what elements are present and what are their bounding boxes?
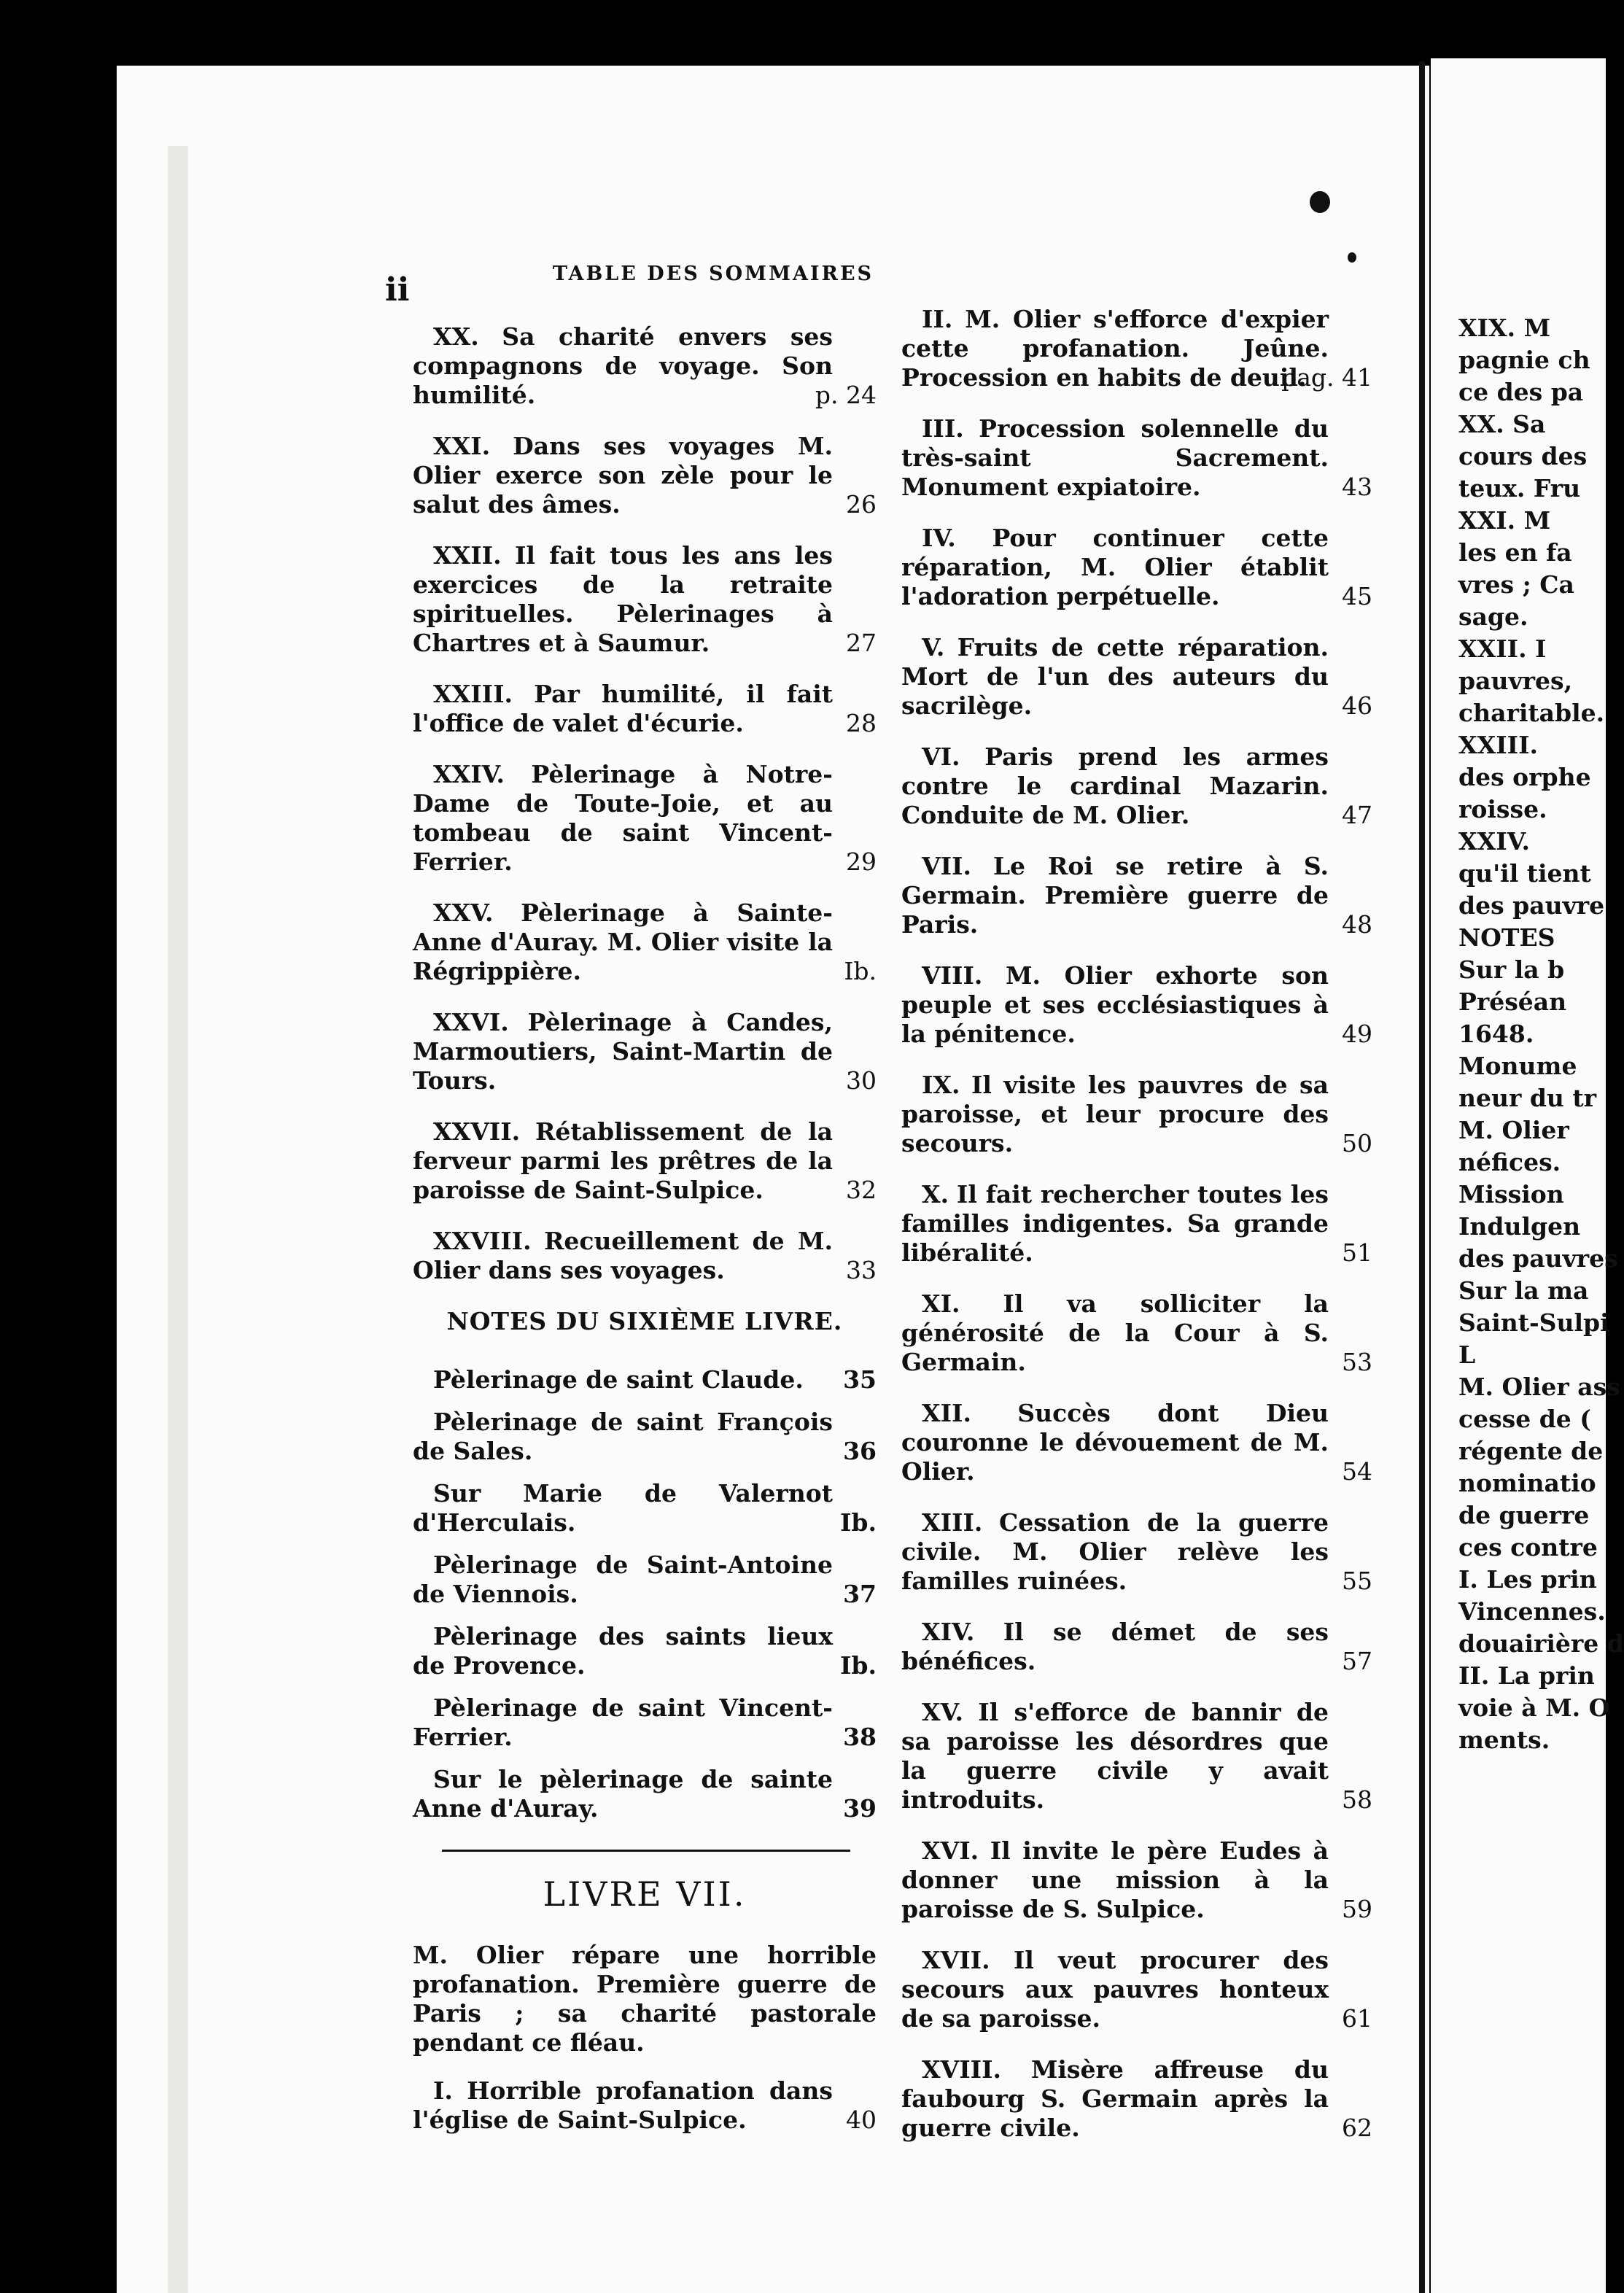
note-page: 35: [843, 1365, 877, 1394]
fragment-line: de guerre: [1458, 1501, 1590, 1529]
entry-number: X.: [922, 1180, 949, 1208]
ink-spot-small: [1348, 252, 1356, 263]
fragment-line: XXII. I: [1458, 635, 1547, 663]
toc-entry: [901, 524, 1372, 611]
entry-number: XVI.: [922, 1836, 979, 1865]
entry-number: XVIII.: [922, 2055, 1002, 2084]
entry-text: Pèlerinage à Sainte-Anne d'Auray. M. Olier visite la Régrippière.: [413, 899, 833, 985]
fragment-line: des pauvre: [1458, 891, 1605, 920]
fragment-line: sage.: [1458, 602, 1528, 631]
entry-number: XX.: [433, 322, 479, 351]
entry-number: XIV.: [922, 1618, 975, 1646]
entry-page: pag. 41: [1281, 363, 1372, 392]
notes-list: [413, 1365, 877, 1823]
toc-entry: [901, 1180, 1372, 1268]
fragment-line: teux. Fru: [1458, 474, 1581, 503]
entry-text: Il fait tous les ans les exercices de la retraite spirituelles. Pèlerinages à Chartres et à Saumur.: [413, 541, 833, 657]
fragment-line: XXIV.: [1458, 827, 1530, 855]
note-text: Pèlerinage de saint Claude.: [433, 1365, 804, 1394]
fragment-line: XX. Sa: [1458, 410, 1546, 438]
entry-number: I.: [433, 2076, 453, 2105]
entry-page: 57: [1342, 1647, 1372, 1675]
fragment-line: I. Les prin: [1458, 1565, 1597, 1594]
note-page: Ib.: [840, 1508, 877, 1537]
fragment-line: Saint-Sulpi: [1458, 1308, 1609, 1337]
entry-page: 49: [1342, 1020, 1372, 1048]
entry-page: 59: [1342, 1895, 1372, 1923]
entry-text: Il se démet de ses bénéfices.: [901, 1618, 1329, 1675]
entry-text: Succès dont Dieu couronne le dévouement de M. Olier.: [901, 1399, 1329, 1486]
entry-number: XXIV.: [433, 760, 505, 788]
entry-text: Paris prend les armes contre le cardinal Mazarin. Conduite de M. Olier.: [901, 742, 1329, 829]
entry-text: Sa charité envers ses compagnons de voyage. Son humilité.: [413, 322, 833, 409]
toc-entry: [901, 1508, 1372, 1596]
fragment-line: M. Olier ass: [1458, 1373, 1620, 1401]
toc-entry: [901, 2055, 1372, 2143]
fragment-line: charitable.: [1458, 699, 1605, 727]
entry-number: XII.: [922, 1399, 971, 1427]
entry-number: XXVI.: [433, 1008, 509, 1036]
entry-page: 40: [846, 2106, 877, 2134]
note-page: 37: [843, 1580, 877, 1608]
fragment-line: vres ; Ca: [1458, 570, 1574, 599]
fragment-line: XIX. M: [1458, 314, 1551, 342]
fragment-line: Monume: [1458, 1052, 1577, 1080]
entry-number: VI.: [922, 742, 960, 771]
note-text: Pèlerinage des saints lieux de Provence.: [413, 1622, 833, 1680]
toc-entry: [413, 1227, 877, 1285]
toc-entry: [413, 680, 877, 738]
left-entry-list: [413, 322, 877, 1285]
book-title: LIVRE VII.: [543, 1874, 747, 1914]
entry-page: 45: [1342, 582, 1372, 610]
toc-entry: [901, 1698, 1372, 1815]
page-number: ii: [385, 271, 410, 309]
entry-page: 58: [1342, 1785, 1372, 1814]
entry-text: Il s'efforce de bannir de sa paroisse les désordres que la guerre civile y avait introduits.: [901, 1698, 1329, 1814]
page-divider-line: [1419, 61, 1425, 2293]
toc-entry: [901, 961, 1372, 1049]
left-column: [413, 322, 877, 2157]
notes-title: NOTES DU SIXIÈME LIVRE.: [446, 1307, 843, 1335]
entry-text: M. Olier s'efforce d'expier cette profanation. Jeûne. Procession en habits de deuil.: [901, 305, 1329, 392]
note-page: 38: [843, 1723, 877, 1751]
fragment-line: XXI. M: [1458, 506, 1551, 535]
toc-entry: [901, 1946, 1372, 2033]
entry-text: Il visite les pauvres de sa paroisse, et leur procure des secours.: [901, 1071, 1329, 1157]
toc-entry: [901, 414, 1372, 502]
fragment-line: nominatio: [1458, 1469, 1596, 1497]
fragment-line: Préséan: [1458, 988, 1567, 1016]
note-page: 36: [843, 1437, 877, 1465]
entry-page: 33: [846, 1256, 877, 1284]
fragment-line: M. Olier: [1458, 1116, 1569, 1144]
entry-number: II.: [922, 305, 953, 333]
fragment-line: roisse.: [1458, 795, 1547, 823]
fragment-line: 1648.: [1458, 1020, 1534, 1048]
entry-number: XXI.: [433, 432, 491, 460]
section-rule: [442, 1850, 850, 1852]
note-page: 39: [843, 1794, 877, 1823]
entry-number: XXV.: [433, 899, 494, 927]
toc-entry: [413, 1008, 877, 1095]
entry-number: XVII.: [922, 1946, 990, 1974]
note-text: Pèlerinage de saint François de Sales.: [413, 1408, 833, 1465]
entry-text: Procession solennelle du très-saint Sacrement. Monument expiatoire.: [901, 414, 1329, 501]
entry-text: Il va solliciter la générosité de la Cour à S. Germain.: [901, 1289, 1329, 1376]
entry-page: 29: [846, 847, 877, 876]
entry-page: 48: [1342, 910, 1372, 939]
fragment-line: douairière d: [1458, 1629, 1624, 1658]
entry-page: 51: [1342, 1238, 1372, 1267]
entry-number: V.: [922, 633, 945, 661]
entry-text: Le Roi se retire à S. Germain. Première guerre de Paris.: [901, 852, 1329, 939]
entry-text: Rétablissement de la ferveur parmi les prêtres de la paroisse de Saint-Sulpice.: [413, 1117, 833, 1204]
middle-entry-list: [901, 305, 1372, 2143]
note-entry: [413, 1551, 877, 1609]
entry-text: Il invite le père Eudes à donner une mission à la paroisse de S. Sulpice.: [901, 1836, 1329, 1923]
entry-text: Recueillement de M. Olier dans ses voyages.: [413, 1227, 833, 1284]
entry-page: Ib.: [844, 957, 877, 985]
toc-entry: [901, 1289, 1372, 1377]
entry-page: 32: [846, 1176, 877, 1204]
entry-page: 53: [1342, 1348, 1372, 1376]
fragment-line: Mission: [1458, 1180, 1564, 1208]
entry-page: 30: [846, 1066, 877, 1095]
fragment-line: ce des pa: [1458, 378, 1584, 406]
toc-entry: [901, 1618, 1372, 1676]
toc-entry: [413, 541, 877, 658]
entry-number: XI.: [922, 1289, 960, 1318]
fragment-line: cesse de (: [1458, 1405, 1591, 1433]
fragment-list: [1458, 314, 1624, 1755]
toc-entry: [413, 2076, 877, 2135]
note-text: Sur le pèlerinage de sainte Anne d'Auray.: [413, 1765, 833, 1823]
toc-entry: [901, 1836, 1372, 1924]
fragment-line: Vincennes.: [1458, 1597, 1606, 1626]
entry-page: 50: [1342, 1129, 1372, 1157]
toc-entry: [413, 322, 877, 410]
toc-entry: [413, 760, 877, 877]
page-edge: [168, 146, 188, 2293]
entry-text: Pèlerinage à Candes, Marmoutiers, Saint-Martin de Tours.: [413, 1008, 833, 1095]
toc-entry: [901, 852, 1372, 939]
entry-page: 55: [1342, 1567, 1372, 1595]
entry-text: Cessation de la guerre civile. M. Olier relève les familles ruinées.: [901, 1508, 1329, 1595]
entry-page: 28: [846, 709, 877, 737]
note-page: Ib.: [840, 1651, 877, 1680]
book-summary: M. Olier répare une horrible profanation. Première guerre de Paris ; sa charité pastorale pendant ce fléau.: [413, 1941, 877, 2057]
entry-text: Il fait rechercher toutes les familles indigentes. Sa grande libéralité.: [901, 1180, 1329, 1267]
entry-text: Pour continuer cette réparation, M. Olier établit l'adoration perpétuelle.: [901, 524, 1329, 610]
fragment-line: L: [1458, 1341, 1476, 1369]
fragment-line: NOTES: [1458, 923, 1555, 952]
entry-number: VIII.: [922, 961, 983, 990]
entry-number: XXVII.: [433, 1117, 521, 1146]
toc-entry: [901, 305, 1372, 392]
note-entry: [413, 1693, 877, 1752]
entry-number: IX.: [922, 1071, 960, 1099]
note-entry: [413, 1479, 877, 1537]
entry-text: Pèlerinage à Notre-Dame de Toute-Joie, et au tombeau de saint Vincent-Ferrier.: [413, 760, 833, 876]
fragment-line: cours des: [1458, 442, 1588, 470]
entry-text: Par humilité, il fait l'office de valet d'écurie.: [413, 680, 833, 737]
entry-page: p. 24: [815, 381, 877, 409]
entry-text: Horrible profanation dans l'église de Saint-Sulpice.: [413, 2076, 833, 2134]
entry-text: Il veut procurer des secours aux pauvres honteux de sa paroisse.: [901, 1946, 1329, 2033]
entry-number: III.: [922, 414, 964, 443]
note-entry: [413, 1765, 877, 1823]
entry-page: 47: [1342, 801, 1372, 829]
entry-number: XXII.: [433, 541, 502, 570]
toc-entry: [413, 432, 877, 519]
fragment-line: voie à M. O: [1458, 1693, 1610, 1722]
toc-entry: [901, 742, 1372, 830]
entry-number: IV.: [922, 524, 956, 552]
fragment-line: des orphe: [1458, 763, 1591, 791]
toc-entry: [413, 1117, 877, 1205]
ink-spot: [1310, 191, 1330, 213]
entry-page: 54: [1342, 1457, 1372, 1486]
entry-text: Fruits de cette réparation. Mort de l'un des auteurs du sacrilège.: [901, 633, 1329, 720]
fragment-line: néfices.: [1458, 1148, 1561, 1176]
note-entry: [413, 1622, 877, 1680]
fragment-line: régente de: [1458, 1437, 1604, 1465]
fragment-line: ments.: [1458, 1726, 1550, 1754]
entry-number: XV.: [922, 1698, 963, 1726]
toc-entry: [901, 633, 1372, 721]
fragment-line: les en fa: [1458, 538, 1572, 567]
toc-entry: [901, 1399, 1372, 1486]
entry-page: 62: [1342, 2114, 1372, 2142]
entry-number: VII.: [922, 852, 971, 880]
fragment-line: des pauvres: [1458, 1244, 1618, 1273]
entry-number: XXIII.: [433, 680, 513, 708]
entry-number: XXVIII.: [433, 1227, 532, 1255]
fragment-line: Indulgen: [1458, 1212, 1581, 1241]
note-text: Pèlerinage de saint Vincent-Ferrier.: [413, 1693, 833, 1751]
fragment-line: pauvres,: [1458, 667, 1573, 695]
fragment-line: neur du tr: [1458, 1084, 1597, 1112]
entry-page: 43: [1342, 473, 1372, 501]
entry-number: XIII.: [922, 1508, 983, 1537]
fragment-line: ces contre: [1458, 1533, 1598, 1561]
running-header: TABLE DES SOMMAIRES: [552, 263, 874, 285]
entry-page: 27: [846, 629, 877, 657]
note-entry: [413, 1365, 877, 1394]
entry-page: 46: [1342, 691, 1372, 720]
middle-column: [901, 305, 1372, 2165]
fragment-line: qu'il tient: [1458, 859, 1591, 888]
fragment-line: Sur la ma: [1458, 1276, 1589, 1305]
fragment-line: XXIII.: [1458, 731, 1539, 759]
entry-page: 26: [846, 490, 877, 519]
note-text: Pèlerinage de Saint-Antoine de Viennois.: [413, 1551, 833, 1608]
fragment-line: pagnie ch: [1458, 346, 1590, 374]
fragment-line: Sur la b: [1458, 955, 1565, 984]
note-entry: [413, 1408, 877, 1466]
note-text: Sur Marie de Valernot d'Herculais.: [413, 1479, 833, 1537]
facing-page-fragments: [1458, 314, 1624, 1758]
toc-entry: [901, 1071, 1372, 1158]
entry-text: M. Olier exhorte son peuple et ses ecclésiastiques à la pénitence.: [901, 961, 1329, 1048]
fragment-line: II. La prin: [1458, 1661, 1595, 1690]
toc-entry: [413, 899, 877, 986]
entry-page: 61: [1342, 2004, 1372, 2033]
entry-text: Misère affreuse du faubourg S. Germain après la guerre civile.: [901, 2055, 1329, 2142]
entry-text: Dans ses voyages M. Olier exerce son zèle pour le salut des âmes.: [413, 432, 833, 519]
